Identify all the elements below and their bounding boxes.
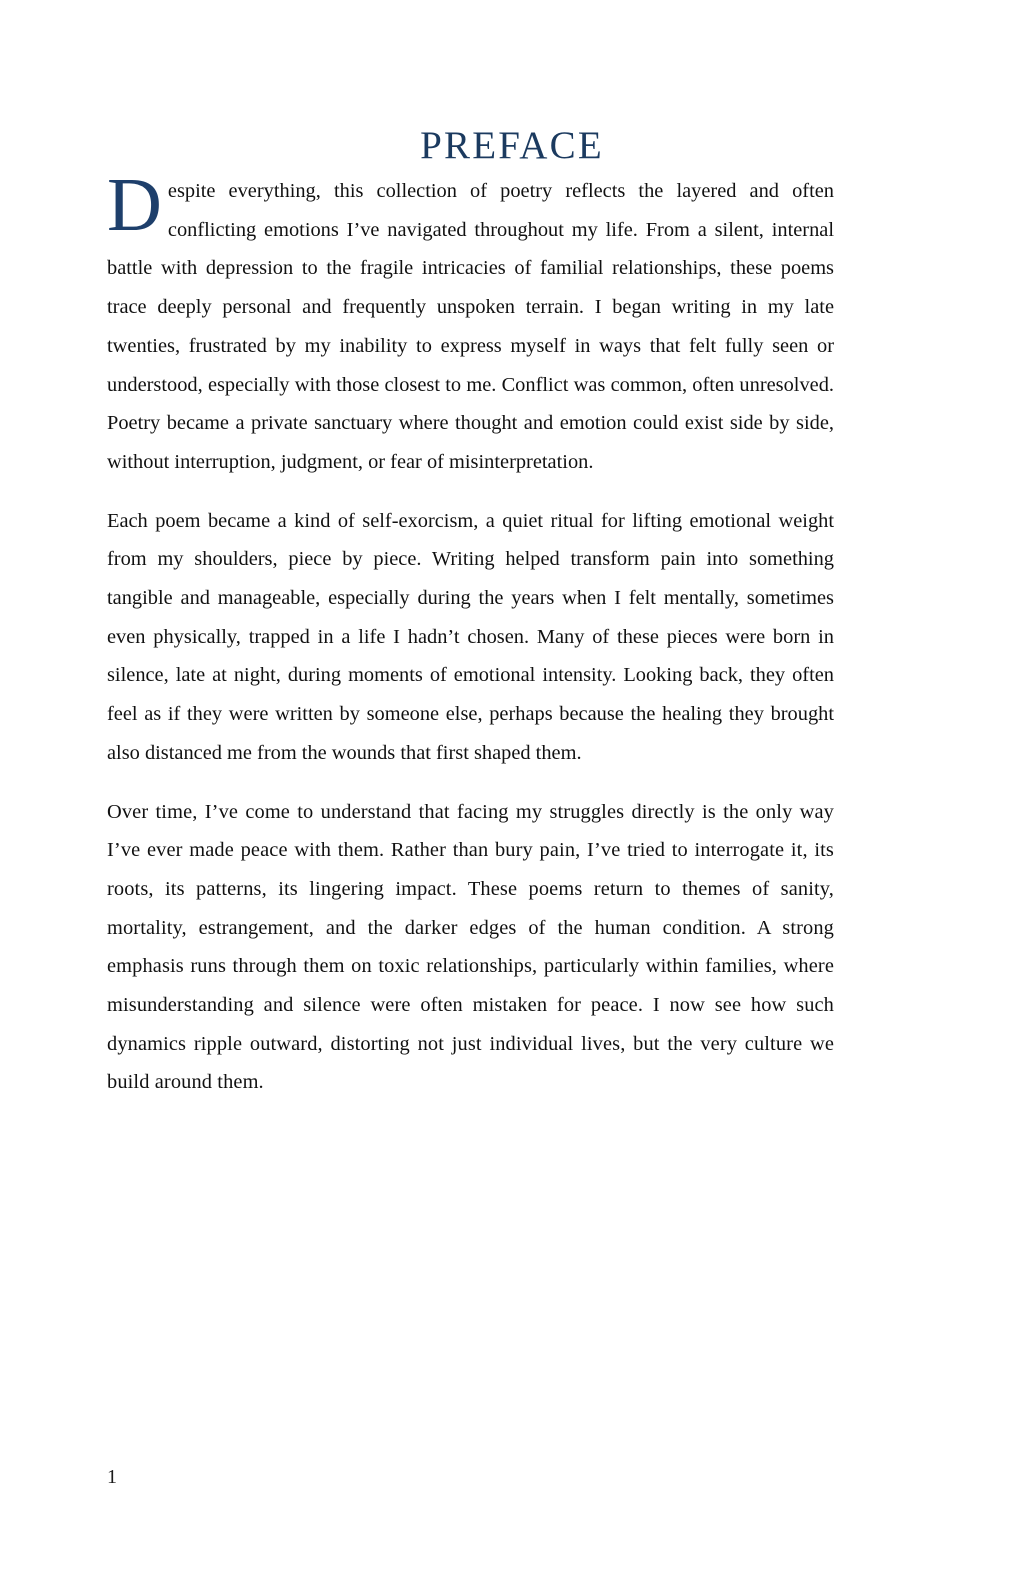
paragraph-2: Each poem became a kind of self-exorcism, a quiet ritual for lifting emotional weight from my shoulders, piece by piece. Writing helped transform pain into something tangible and manageable, especially during the years when I felt mentally, sometimes even physically, trapped in a life I hadn’t chosen. Many of these pieces were born in silence, late at night, during moments of emotional intensity. Looking back, they often feel as if they were written by someone else, perhaps because the healing they brought also distanced me from the wounds that first shaped them. [107, 509, 834, 764]
paragraph-3: Over time, I’ve come to understand that facing my struggles directly is the only way I’ve ever made peace with them. Rather than bury pain, I’ve tried to interrogate it, its roots, its patterns, its lingering impact. These poems return to themes of sanity, mortality, estrangement, and the darker edges of the human condition. A strong emphasis runs through them on toxic relationships, particularly within families, where misunderstanding and silence were often mistaken for peace. I now see how such dynamics ripple outward, distorting not just individual lives, but the very culture we build around them. [107, 800, 834, 1094]
page-title: PREFACE [420, 124, 604, 168]
drop-cap-letter: D [107, 163, 162, 247]
body-content [107, 163, 834, 1102]
paragraph-1-text: espite everything, this collection of poetry reflects the layered and often conflicting emotions I’ve navigated throughout my life. From a silent, internal battle with depression to the fragile intricacies of familial relationships, these poems trace deeply personal and frequently unspoken terrain. I began writing in my late twenties, frustrated by my inability to express myself in ways that felt fully seen or understood, especially with those closest to me. Conflict was common, often unresolved. Poetry became a private sanctuary where thought and emotion could exist side by side, without interruption, judgment, or fear of misinterpretation. [107, 180, 834, 473]
paragraph-1 [107, 163, 834, 482]
page-number: 1 [107, 1466, 117, 1488]
